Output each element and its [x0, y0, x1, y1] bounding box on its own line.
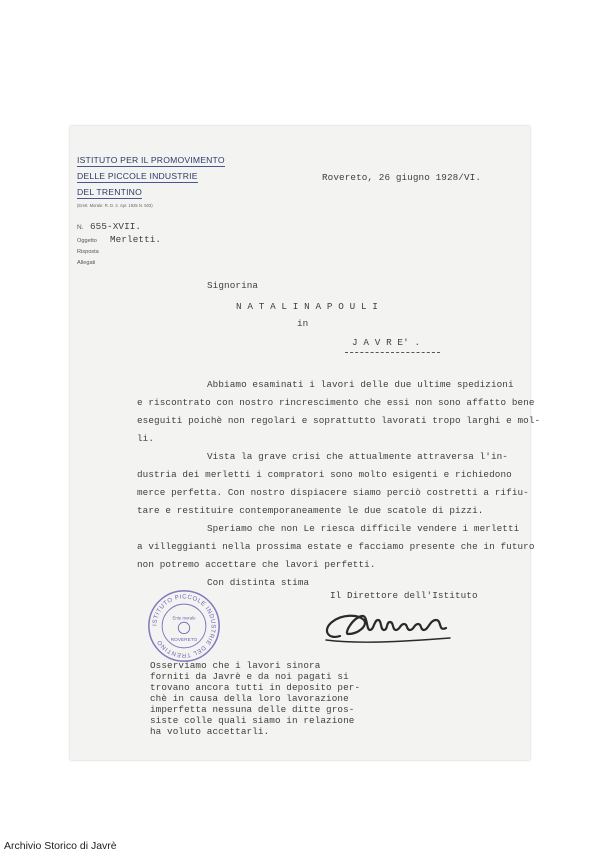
institute-stamp	[146, 588, 222, 664]
letterhead-decree: (Erett. Morale: R. D. 2. Apr. 1925 N. 503)	[77, 203, 153, 208]
protocol-number: 655-XVII.	[90, 221, 142, 232]
oggetto-label: Oggetto	[77, 238, 97, 244]
letterhead-line-2: DELLE PICCOLE INDUSTRIE	[77, 171, 198, 181]
body-line: Abbiamo esaminati i lavori delle due ultime spedizioni	[207, 379, 514, 390]
postscript-line: Osserviamo che i lavori sinora	[150, 660, 321, 671]
body-line: non potremo accettare che lavori perfetti.	[137, 559, 376, 570]
body-line: e riscontrato con nostro rincrescimento che essi non sono affatto bene	[137, 397, 535, 408]
letterhead-line-3: DEL TRENTINO	[77, 187, 142, 197]
postscript-line: forniti da Javrè e da noi pagati si	[150, 671, 349, 682]
stamp-outer-text: ISTITUTO PICCOLE INDUSTRIE DEL TRENTINO	[151, 593, 217, 659]
recipient-in: in	[297, 318, 309, 329]
body-line: a villeggianti nella prossima estate e facciamo presente che in futuro	[137, 541, 535, 552]
place-date: Rovereto, 26 giugno 1928/VI.	[322, 172, 482, 183]
recipient-name: N A T A L I N A P O U L I	[236, 301, 378, 312]
allegati-label: Allegati	[77, 260, 96, 266]
handwritten-signature	[318, 600, 458, 650]
postscript-line: siste colle quali siamo in relazione	[150, 715, 355, 726]
postscript-line: imperfetta nessuna delle ditte gros-	[150, 704, 355, 715]
body-line: merce perfetta. Con nostro dispiacere siamo perciò costretti a rifiu-	[137, 487, 529, 498]
archive-caption: Archivio Storico di Javrè	[4, 840, 117, 852]
body-line: Speriamo che non Le riesca difficile vendere i merletti	[207, 523, 520, 534]
recipient-underline	[345, 352, 440, 353]
postscript-line: trovano ancora tutti in deposito per-	[150, 682, 361, 693]
letterhead-line-1: ISTITUTO PER IL PROMOVIMENTO	[77, 155, 225, 165]
body-line: dustria dei merletti i compratori sono molto esigenti e richiedono	[137, 469, 512, 480]
oggetto-value: Merletti.	[110, 234, 162, 245]
stamp-center-text-1: Ente morale	[172, 615, 196, 621]
stamp-center-text-2: ROVERETO	[170, 638, 198, 644]
recipient-place: J A V R E' .	[352, 337, 421, 348]
body-line: tare e restituire contemporaneamente le due scatole di pizzi.	[137, 505, 484, 516]
postscript-line: chè in causa della loro lavorazione	[150, 693, 349, 704]
protocol-label: N.	[77, 224, 84, 231]
body-line: li.	[137, 433, 155, 444]
postscript-line: ha voluto accettarli.	[150, 726, 270, 737]
signature-title: Il Direttore dell'Istituto	[330, 590, 478, 601]
closing: Con distinta stima	[207, 577, 310, 588]
body-line: eseguiti poichè non regolari e soprattutto lavorati tropo larghi e mol-	[137, 415, 541, 426]
salutation: Signorina	[207, 280, 259, 291]
risposta-label: Risposta	[77, 249, 99, 255]
body-line: Vista la grave crisi che attualmente attraversa l'in-	[207, 451, 508, 462]
